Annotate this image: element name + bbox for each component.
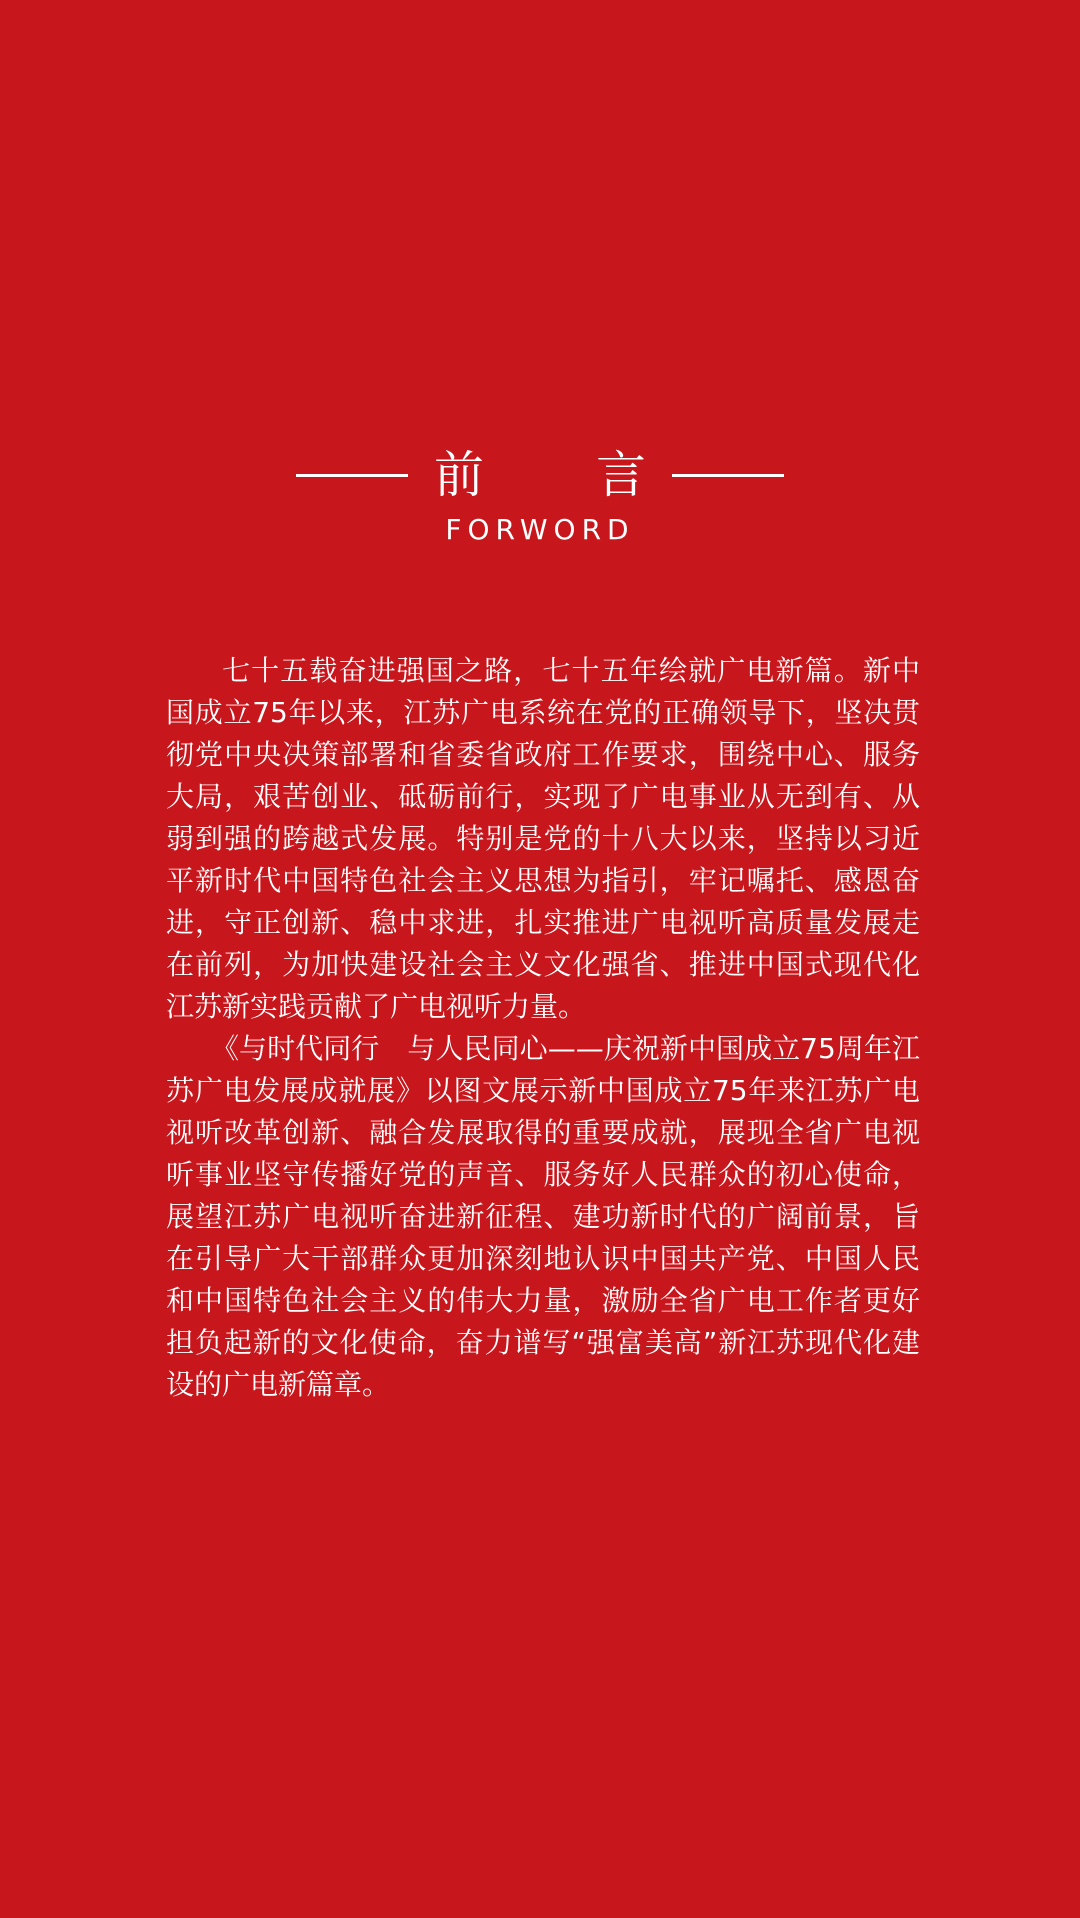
body-paragraph-1: 七十五载奋进强国之路，七十五年绘就广电新篇。新中国成立75年以来，江苏广电系统在党的正确领导下，坚决贯彻党中央决策部署和省委省政府工作要求，围绕中心、服务大局，艰苦创业、砥砺前行，实现了广电事业从无到有、从弱到强的跨越式发展。特别是党的十八大以来，坚持以习近平新时代中国特色社会主义思想为指引，牢记嘱托、感恩奋进，守正创新、稳中求进，扎实推进广电视听高质量发展走在前列，为加快建设社会主义文化强省、推进中国式现代化江苏新实践贡献了广电视听力量。 xyxy=(166,654,920,1023)
preface-title xyxy=(0,440,1080,510)
subtitle-forword: FORWORD xyxy=(445,513,635,546)
title-left-dash xyxy=(296,474,408,477)
title-char-qian: 前 xyxy=(434,446,484,504)
preface-body xyxy=(166,650,920,1406)
title-char-yan: 言 xyxy=(596,446,646,504)
body-paragraph-2: 《与时代同行 与人民同心——庆祝新中国成立75周年江苏广电发展成就展》以图文展示新中国成立75年来江苏广电视听改革创新、融合发展取得的重要成就，展现全省广电视听事业坚守传播好党的声音、服务好人民群众的初心使命，展望江苏广电视听奋进新征程、建功新时代的广阔前景，旨在引导广大干部群众更加深刻地认识中国共产党、中国人民和中国特色社会主义的伟大力量，激励全省广电工作者更好担负起新的文化使命，奋力谱写“强富美高”新江苏现代化建设的广电新篇章。 xyxy=(166,1032,920,1401)
title-right-dash xyxy=(672,474,784,477)
